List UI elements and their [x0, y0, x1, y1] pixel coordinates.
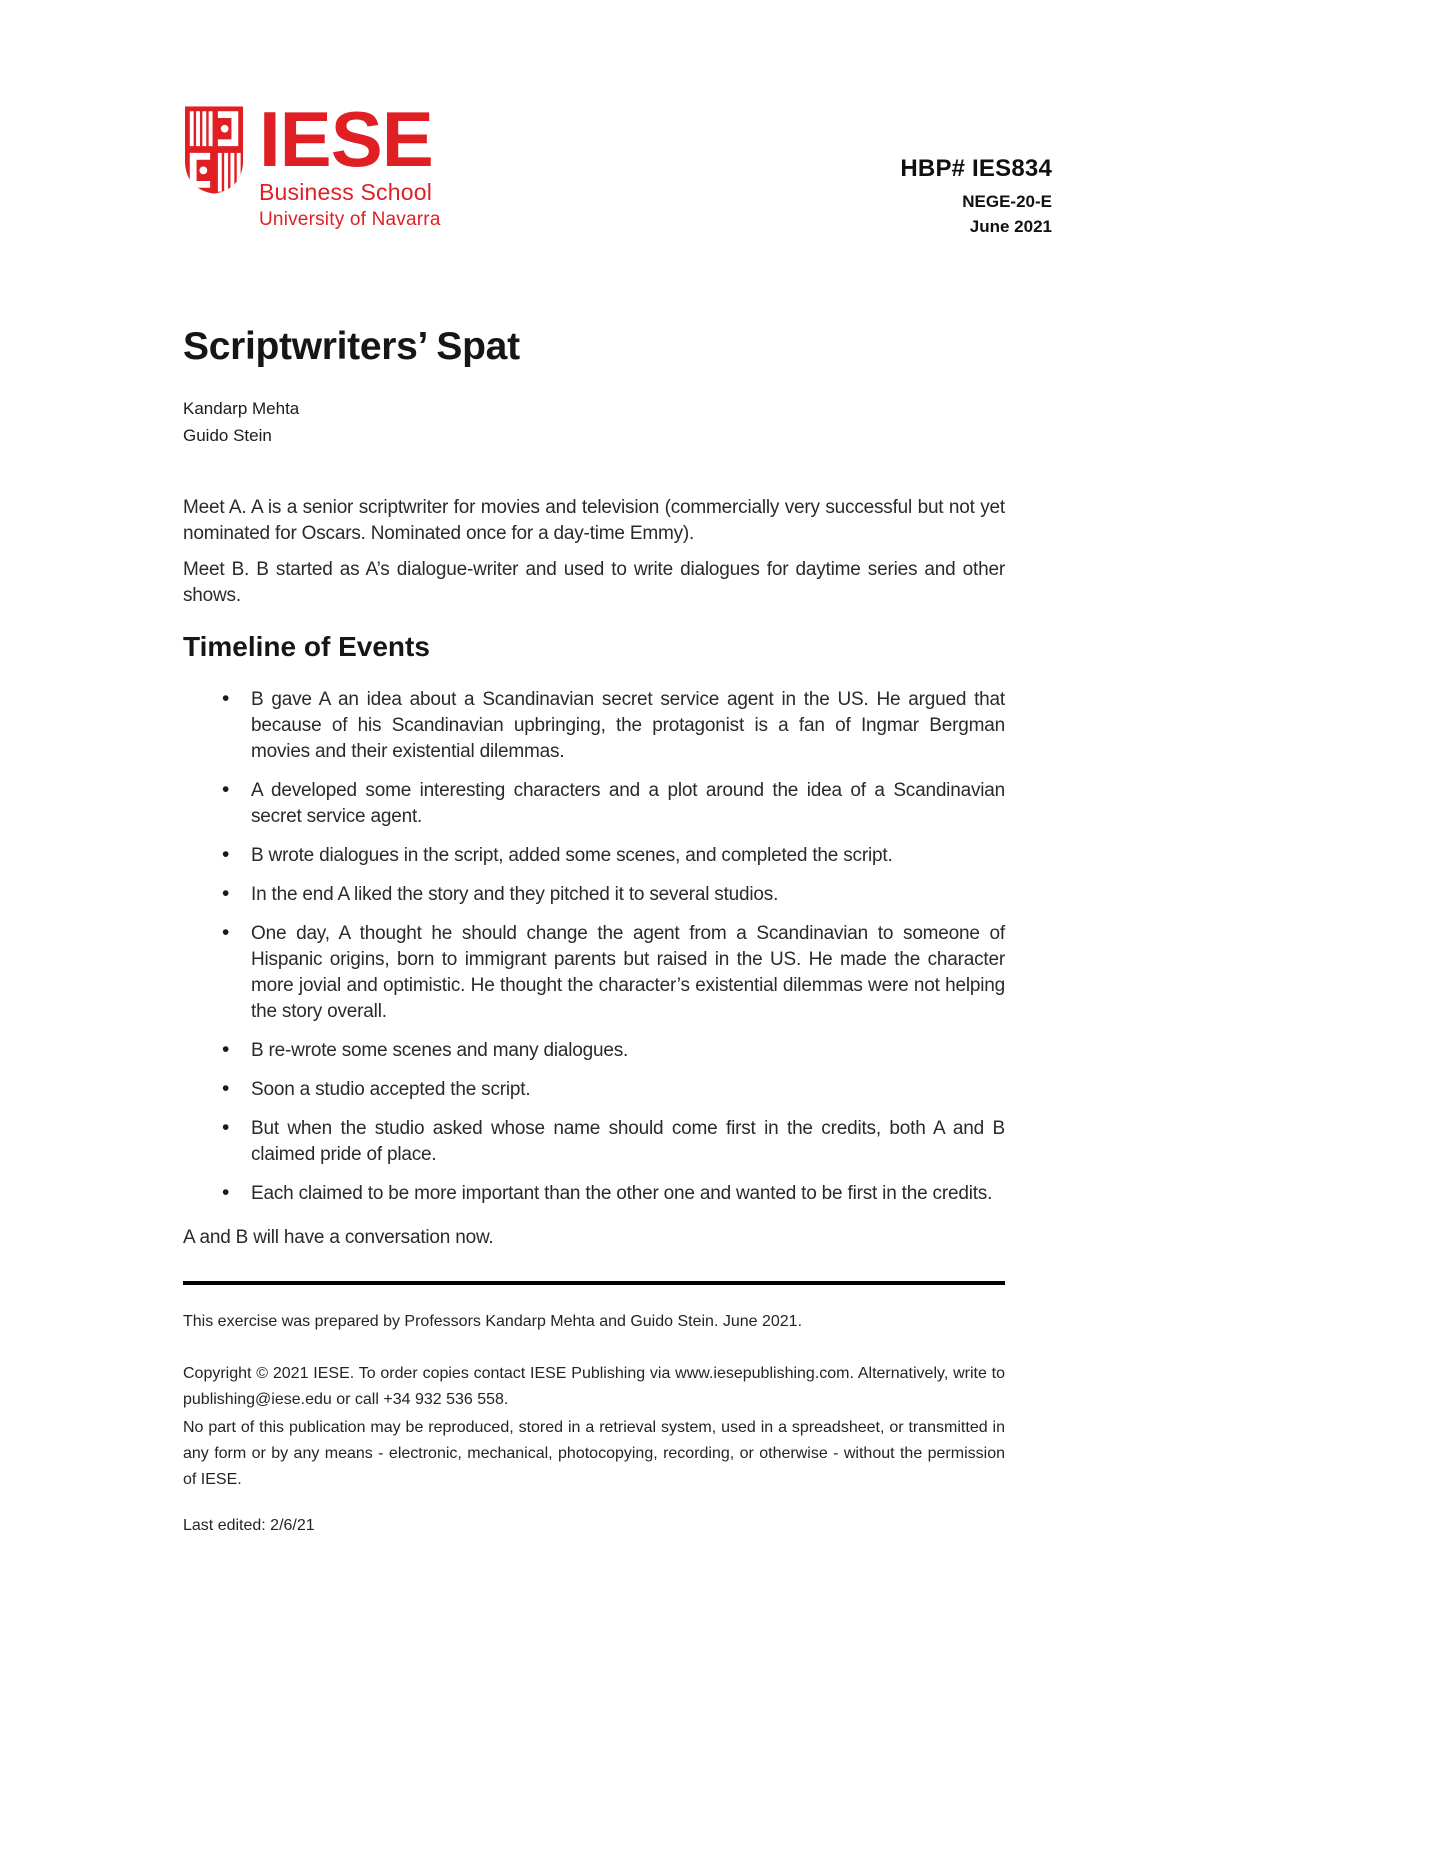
list-item: • B re-wrote some scenes and many dialogues. [222, 1038, 1005, 1064]
last-edited-note: Last edited: 2/6/21 [183, 1516, 315, 1534]
document-content [183, 0, 1005, 1539]
logo-business-school: Business School [259, 178, 433, 205]
list-item: • B gave A an idea about a Scandinavian secret service agent in the US. He argued that because of his Scandinavian upbringing, the protagonist is a fan of Ingmar Bergman movies and their existential dilemmas. [222, 687, 1005, 765]
intro-paragraph: Meet A. A is a senior scriptwriter for movies and television (commercially very successful but not yet nominated for Oscars. Nominated once for a day-time Emmy). [183, 496, 1005, 544]
iese-wordmark: IESE [259, 95, 433, 183]
document-date: June 2021 [969, 217, 1052, 236]
closing-line: A and B will have a conversation now. [183, 1226, 494, 1248]
intro-paragraph: Meet B. B started as A’s dialogue-writer and used to write dialogues for daytime series and other shows. [183, 558, 1005, 606]
author-list [183, 395, 1005, 449]
list-item: • But when the studio asked whose name should come first in the credits, both A and B claimed pride of place. [222, 1116, 1005, 1168]
page-title: Scriptwriters’ Spat [183, 324, 520, 368]
list-item: • Each claimed to be more important than the other one and wanted to be first in the credits. [222, 1181, 1005, 1207]
author-name: Kandarp Mehta [183, 398, 300, 418]
copyright-note: Copyright © 2021 IESE. To order copies contact IESE Publishing via www.iesepublishing.com. Alternatively, write to publishing@iese.edu or call +34 932 536 558. [183, 1364, 1005, 1408]
hbp-reference: HBP# IES834 [900, 155, 1052, 182]
list-item: • B wrote dialogues in the script, added some scenes, and completed the script. [222, 843, 1005, 869]
iese-logo [183, 95, 1005, 231]
list-item: • A developed some interesting characters and a plot around the idea of a Scandinavian secret service agent. [222, 778, 1005, 830]
footer [183, 1309, 1005, 1539]
iese-shield-icon [183, 104, 245, 201]
iese-wordmark-block [259, 95, 441, 231]
list-item: • One day, A thought he should change the agent from a Scandinavian to someone of Hispanic origins, born to immigrant parents but raised in the US. He made the character more jovial and optimistic. He thought the character’s existential dilemmas were not helping the story overall. [222, 921, 1005, 1025]
author-name: Guido Stein [183, 425, 272, 445]
timeline-list [222, 687, 1005, 1207]
section-heading: Timeline of Events [183, 630, 430, 662]
list-item: • In the end A liked the story and they pitched it to several studios. [222, 882, 1005, 908]
list-item: • Soon a studio accepted the script. [222, 1077, 1005, 1103]
footer-divider [183, 1281, 1005, 1285]
prepared-by-note: This exercise was prepared by Professors Kandarp Mehta and Guido Stein. June 2021. [183, 1312, 803, 1330]
document-code: NEGE-20-E [962, 192, 1052, 211]
logo-university: University of Navarra [259, 208, 441, 230]
rights-note: No part of this publication may be reproduced, stored in a retrieval system, used in a spreadsheet, or transmitted in any form or by any means - electronic, mechanical, photocopying, recording, or otherwise - without the permission of IESE. [183, 1418, 1005, 1488]
